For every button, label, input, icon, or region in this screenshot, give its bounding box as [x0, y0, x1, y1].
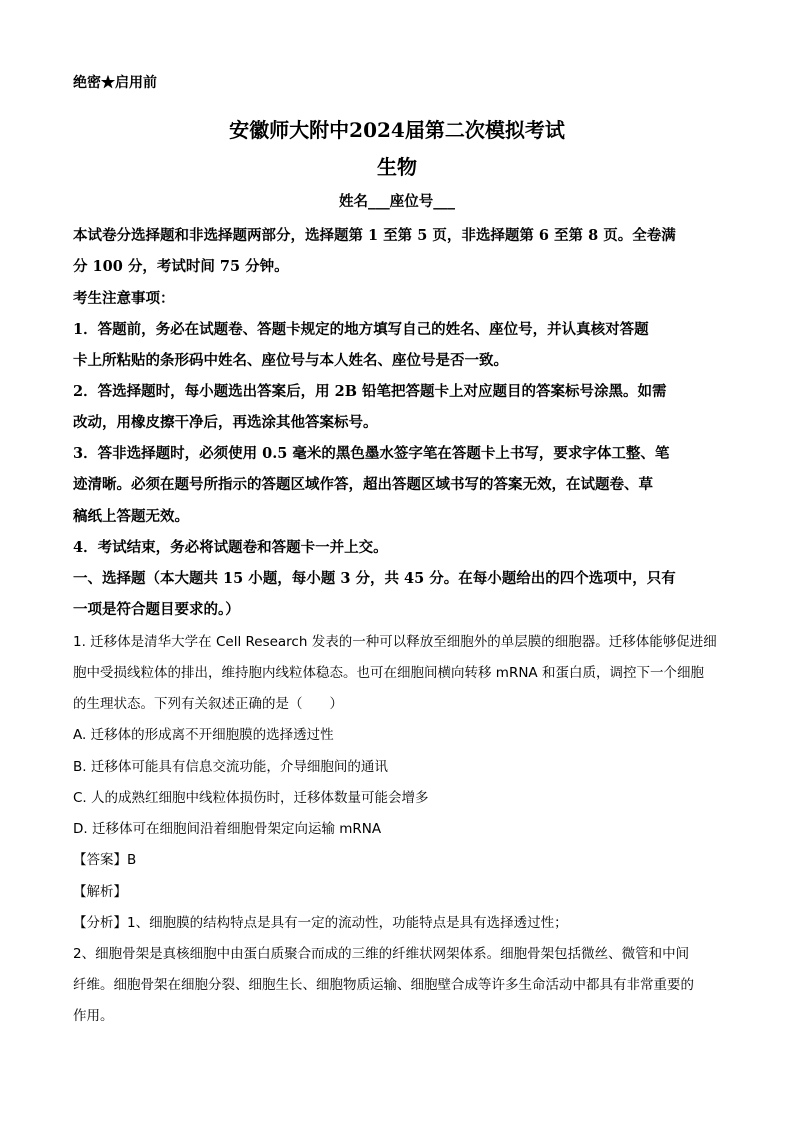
- notice-item: 2．答选择题时，每小题选出答案后，用 2B 铅笔把答题卡上对应题目的答案标号涂黑。如需: [73, 383, 667, 400]
- analysis-line: 纤维。细胞骨架在细胞分裂、细胞生长、细胞物质运输、细胞壁合成等许多生命活动中都具有非常重要的: [73, 977, 694, 993]
- analysis-line: 2、细胞骨架是真核细胞中由蛋白质聚合而成的三维的纤维状网架体系。细胞骨架包括微丝、微管和中间: [73, 946, 690, 962]
- analysis-line: 作用。: [73, 1008, 114, 1024]
- confidential-label: 绝密★启用前: [73, 75, 157, 91]
- intro-line: 分 100 分，考试时间 75 分钟。: [73, 258, 289, 275]
- exam-title: 安徽师大附中2024届第二次模拟考试: [229, 118, 565, 142]
- name-seat-row: 姓名___座位号___: [339, 193, 455, 210]
- notice-item: 迹清晰。必须在题号所指示的答题区域作答，超出答题区域书写的答案无效，在试题卷、草: [73, 476, 653, 493]
- notice-item: 稿纸上答题无效。: [73, 508, 189, 525]
- analysis-line: 【分析】1、细胞膜的结构特点是具有一定的流动性，功能特点是具有选择透过性；: [73, 915, 568, 931]
- notice-item: 4．考试结束，务必将试题卷和答题卡一并上交。: [73, 539, 388, 556]
- question-stem: 胞中受损线粒体的排出，维持胞内线粒体稳态。也可在细胞间横向转移 mRNA 和蛋白质，调控下一个细胞: [73, 665, 704, 681]
- notice-item: 卡上所粘贴的条形码中姓名、座位号与本人姓名、座位号是否一致。: [73, 352, 508, 369]
- option-b: B. 迁移体可能具有信息交流功能，介导细胞间的通讯: [73, 759, 388, 775]
- analysis-label: 【解析】: [73, 884, 127, 900]
- option-c: C. 人的成熟红细胞中线粒体损伤时，迁移体数量可能会增多: [73, 790, 429, 806]
- subject-title: 生物: [377, 155, 417, 179]
- question-stem: 的生理状态。下列有关叙述正确的是（ ）: [73, 696, 343, 712]
- option-d: D. 迁移体可在细胞间沿着细胞骨架定向运输 mRNA: [73, 821, 382, 837]
- section-heading: 一项是符合题目要求的。）: [73, 601, 240, 618]
- answer-line: 【答案】B: [73, 852, 137, 868]
- question-stem: 1. 迁移体是清华大学在 Cell Research 发表的一种可以释放至细胞外的单层膜的细胞器。迁移体能够促进细: [73, 634, 717, 650]
- option-a: A. 迁移体的形成离不开细胞膜的选择透过性: [73, 727, 334, 743]
- notice-heading: 考生注意事项：: [73, 290, 175, 307]
- section-heading: 一、选择题（本大题共 15 小题，每小题 3 分，共 45 分。在每小题给出的四个选项中，只有: [73, 570, 676, 587]
- notice-item: 3．答非选择题时，必须使用 0.5 毫米的黑色墨水签字笔在答题卡上书写，要求字体工整、笔: [73, 445, 670, 462]
- notice-item: 改动，用橡皮擦干净后，再选涂其他答案标号。: [73, 414, 378, 431]
- notice-item: 1．答题前，务必在试题卷、答题卡规定的地方填写自己的姓名、座位号，并认真核对答题: [73, 321, 649, 338]
- intro-line: 本试卷分选择题和非选择题两部分，选择题第 1 至第 5 页，非选择题第 6 至第 8 页。全卷满: [73, 227, 676, 244]
